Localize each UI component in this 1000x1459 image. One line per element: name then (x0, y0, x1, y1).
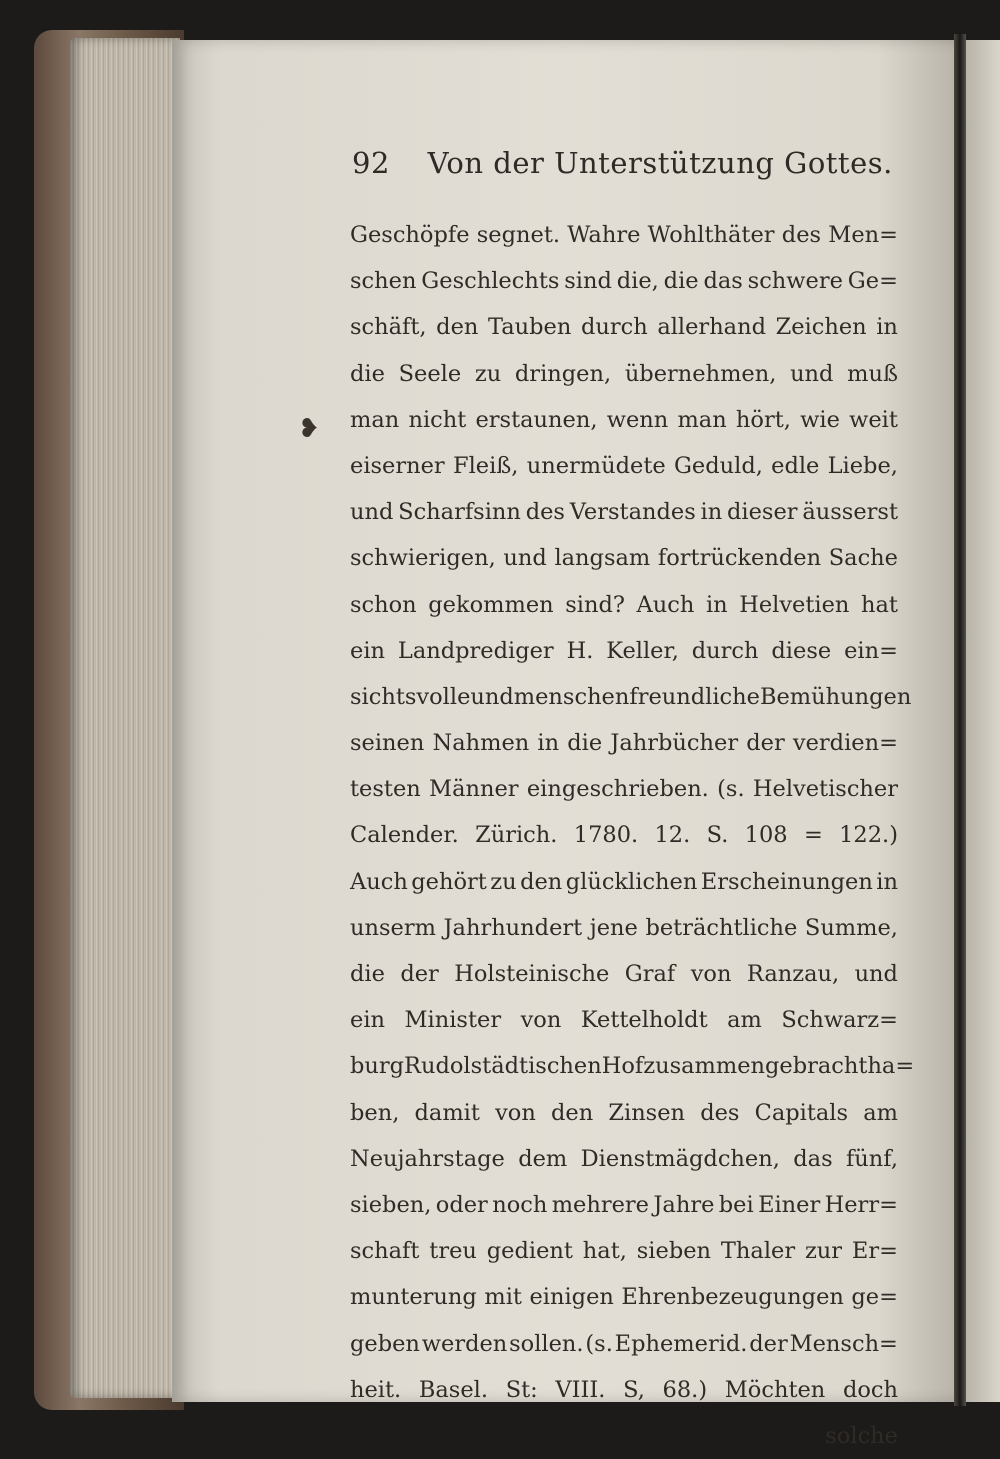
text-line: testen Männer eingeschrieben. (s. Helvetischer (350, 776, 898, 803)
text-line: sieben, oder noch mehrere Jahre bei Einer Herr= (350, 1191, 898, 1218)
text-line: eiserner Fleiß, unermüdete Geduld, edle Liebe, (350, 452, 898, 479)
text-line: ben, damit von den Zinsen des Capitals am (350, 1099, 898, 1126)
text-line: Geschöpfe segnet. Wahre Wohlthäter des Men= (350, 222, 898, 248)
text-line: sichtsvolle und menschenfreundliche Bemühungen (350, 683, 912, 710)
text-line: schen Geschlechts sind die, die das schwere Ge= (350, 268, 898, 295)
text-line: Calender. Zürich. 1780. 12. S. 108 = 122.) (350, 822, 898, 849)
text-line: geben werden sollen. (s. Ephemerid. der Mensch= (350, 1330, 898, 1357)
text-line: und Scharfsinn des Verstandes in dieser äusserst (350, 499, 898, 526)
facing-page-edge (966, 40, 1000, 1402)
text-line: Auch gehört zu den glücklichen Erscheinungen in (350, 868, 898, 895)
catchword: solche (825, 1422, 898, 1449)
text-line: ein Minister von Kettelholdt am Schwarz= (350, 1007, 898, 1034)
book-gutter (954, 34, 966, 1406)
running-title: Von der Unterstützung Gottes. (427, 146, 893, 180)
margin-mark: ❥ (298, 414, 320, 444)
text-line: Neujahrstage dem Dienstmägdchen, das fünf, (350, 1145, 898, 1172)
text-line: seinen Nahmen in die Jahrbücher der verdien= (350, 730, 898, 757)
text-line: burgRudolstädtischen Hof zusammengebracht ha= (350, 1053, 915, 1080)
page-number: 92 (352, 146, 390, 180)
page-block-edges (70, 38, 180, 1398)
text-line: man nicht erstaunen, wenn man hört, wie weit (350, 406, 898, 433)
text-line: schäft, den Tauben durch allerhand Zeichen in (350, 314, 898, 341)
text-line: heit. Basel. St: VIII. S, 68.) Möchten doch (350, 1376, 898, 1403)
text-line: schaft treu gedient hat, sieben Thaler zur Er= (350, 1238, 898, 1265)
text-line: unserm Jahrhundert jene beträchtliche Summe, (350, 914, 898, 941)
running-header (352, 146, 892, 180)
text-line: schon gekommen sind? Auch in Helvetien hat (350, 591, 898, 618)
body-text (350, 212, 915, 1459)
text-line: munterung mit einigen Ehrenbezeugungen ge= (350, 1284, 898, 1311)
text-line: die Seele zu dringen, übernehmen, und muß (350, 360, 898, 387)
text-line: ein Landprediger H. Keller, durch diese ein= (350, 637, 898, 664)
text-line: schwierigen, und langsam fortrückenden Sache (350, 545, 898, 572)
text-line: die der Holsteinische Graf von Ranzau, und (350, 961, 898, 987)
